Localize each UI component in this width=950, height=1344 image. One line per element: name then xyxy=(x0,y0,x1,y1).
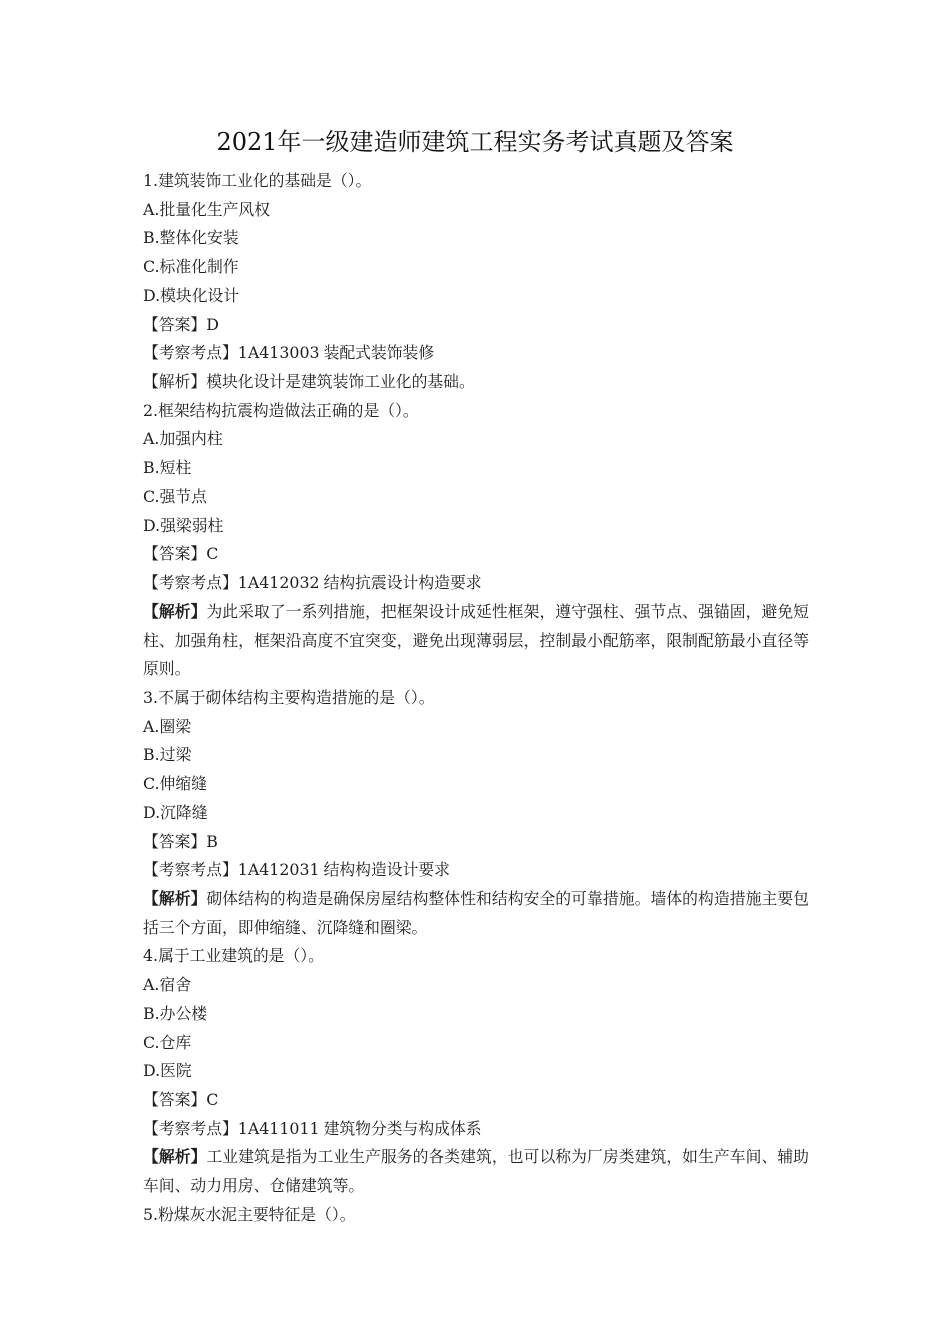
answer-value: D xyxy=(206,314,219,334)
analysis-label: 【解析】 xyxy=(143,372,207,392)
question-3-analysis xyxy=(143,885,809,942)
option-label: A. xyxy=(143,429,160,449)
option-text: 过梁 xyxy=(159,745,192,765)
option-label: A. xyxy=(143,199,160,219)
option-text: 整体化安装 xyxy=(159,228,239,248)
option-label: B. xyxy=(143,1003,160,1023)
answer-label: 【答案】 xyxy=(143,314,207,334)
question-1-option-a xyxy=(143,196,809,225)
question-text: 属于工业建筑的是（）。 xyxy=(158,946,324,966)
question-text: 建筑装饰工业化的基础是（）。 xyxy=(158,171,372,190)
question-4-option-a xyxy=(143,971,809,1000)
question-4-option-b xyxy=(143,1000,809,1029)
answer-value: C xyxy=(206,544,219,564)
question-3-stem xyxy=(143,684,809,713)
question-text: 不属于砌体结构主要构造措施的是（）。 xyxy=(158,687,435,707)
option-label: A. xyxy=(143,975,160,995)
option-text: 模块化设计 xyxy=(160,285,240,305)
topic-code: 1A412032 xyxy=(237,573,320,593)
option-label: B. xyxy=(143,745,160,765)
option-label: B. xyxy=(143,228,160,248)
option-text: 宿舍 xyxy=(159,975,192,995)
question-2-answer xyxy=(143,540,809,569)
question-4-analysis xyxy=(143,1143,809,1200)
question-4-stem xyxy=(143,942,809,971)
topic-code: 1A413003 xyxy=(237,343,320,363)
question-1 xyxy=(143,167,809,397)
option-text: 仓库 xyxy=(159,1032,192,1052)
question-2-option-b xyxy=(143,454,809,483)
topic-label: 【考察考点】 xyxy=(143,860,238,880)
topic-code: 1A411011 xyxy=(237,1118,320,1138)
question-3-topic xyxy=(143,856,809,885)
analysis-text: 为此采取了一系列措施，把框架设计成延性框架，遵守强柱、强节点、强锚固，避免短柱、加强角柱，框架沿高度不宜突变，避免出现薄弱层，控制最小配筋率，限制配筋最小直径等原则。 xyxy=(143,601,809,679)
question-text: 框架结构抗震构造做法正确的是（）。 xyxy=(158,400,419,420)
question-3-option-a xyxy=(143,713,809,742)
option-label: D. xyxy=(143,1061,161,1081)
question-3 xyxy=(143,684,809,942)
option-label: C. xyxy=(143,774,160,794)
analysis-label: 【解析】 xyxy=(143,888,207,908)
option-label: D. xyxy=(143,515,161,535)
answer-label: 【答案】 xyxy=(143,831,207,851)
question-2-analysis xyxy=(143,598,809,684)
analysis-text: 砌体结构的构造是确保房屋结构整体性和结构安全的可靠措施。墙体的构造措施主要包括三个方面，即伸缩缝、沉降缝和圈梁。 xyxy=(143,888,809,937)
question-4-answer xyxy=(143,1086,809,1115)
option-text: 伸缩缝 xyxy=(159,774,207,794)
question-2-stem xyxy=(143,397,809,426)
question-2-topic xyxy=(143,569,809,598)
answer-label: 【答案】 xyxy=(143,544,207,564)
question-number: 2. xyxy=(143,400,159,420)
question-1-option-d xyxy=(143,282,809,311)
question-4 xyxy=(143,942,809,1200)
document-body xyxy=(143,167,809,1230)
question-3-option-d xyxy=(143,799,809,828)
analysis-text: 模块化设计是建筑装饰工业化的基础。 xyxy=(206,372,475,392)
option-label: C. xyxy=(143,257,160,277)
option-label: D. xyxy=(143,802,161,822)
question-2-option-d xyxy=(143,512,809,541)
topic-label: 【考察考点】 xyxy=(143,573,238,593)
question-3-option-c xyxy=(143,770,809,799)
question-4-topic xyxy=(143,1115,809,1144)
question-text: 粉煤灰水泥主要特征是（）。 xyxy=(158,1204,356,1224)
question-number: 1. xyxy=(143,171,159,190)
question-2 xyxy=(143,397,809,684)
option-text: 标准化制作 xyxy=(159,257,239,277)
question-1-option-c xyxy=(143,253,809,282)
question-number: 5. xyxy=(143,1204,159,1224)
option-text: 办公楼 xyxy=(159,1003,208,1023)
topic-code: 1A412031 xyxy=(237,860,320,880)
analysis-label: 【解析】 xyxy=(143,1147,207,1167)
option-text: 短柱 xyxy=(159,458,192,478)
topic-name: 装配式装饰装修 xyxy=(323,343,435,363)
topic-name: 建筑物分类与构成体系 xyxy=(323,1118,482,1138)
option-label: C. xyxy=(143,1032,160,1052)
question-number: 3. xyxy=(143,687,159,707)
topic-name: 结构抗震设计构造要求 xyxy=(323,573,482,593)
document-title: 2021年一级建造师建筑工程实务考试真题及答案 xyxy=(216,128,734,156)
option-label: C. xyxy=(143,486,160,506)
topic-name: 结构构造设计要求 xyxy=(323,860,450,880)
topic-label: 【考察考点】 xyxy=(143,1118,238,1138)
question-3-option-b xyxy=(143,741,809,770)
question-1-topic xyxy=(143,339,809,368)
question-1-analysis xyxy=(143,368,809,397)
question-3-answer xyxy=(143,828,809,857)
question-5 xyxy=(143,1201,809,1230)
analysis-label: 【解析】 xyxy=(143,601,207,621)
analysis-text: 工业建筑是指为工业生产服务的各类建筑，也可以称为厂房类建筑，如生产车间、辅助车间、动力用房、仓储建筑等。 xyxy=(143,1147,809,1196)
option-text: 批量化生产风权 xyxy=(159,199,271,219)
topic-label: 【考察考点】 xyxy=(143,343,238,363)
option-label: D. xyxy=(143,285,161,305)
question-number: 4. xyxy=(143,946,159,966)
option-label: A. xyxy=(143,716,160,736)
option-text: 加强内柱 xyxy=(159,429,223,449)
question-5-stem xyxy=(143,1201,809,1230)
option-text: 强节点 xyxy=(159,486,207,506)
answer-value: C xyxy=(206,1090,219,1109)
option-text: 强梁弱柱 xyxy=(160,515,224,535)
question-1-stem xyxy=(143,167,809,196)
answer-label: 【答案】 xyxy=(143,1090,207,1109)
option-text: 圈梁 xyxy=(159,716,192,736)
option-text: 沉降缝 xyxy=(160,802,208,822)
answer-value: B xyxy=(206,831,218,851)
question-1-answer xyxy=(143,311,809,340)
question-2-option-a xyxy=(143,425,809,454)
question-4-option-d xyxy=(143,1057,809,1086)
option-text: 医院 xyxy=(160,1061,192,1081)
question-1-option-b xyxy=(143,224,809,253)
option-label: B. xyxy=(143,458,160,478)
question-2-option-c xyxy=(143,483,809,512)
question-4-option-c xyxy=(143,1029,809,1058)
